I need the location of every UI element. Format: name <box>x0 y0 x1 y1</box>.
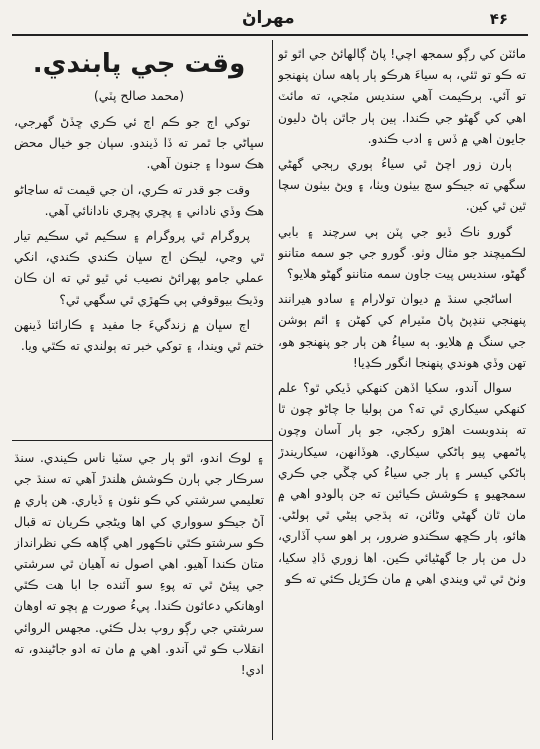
right-column <box>278 44 526 739</box>
page-header <box>12 6 528 34</box>
paragraph: وقت جو قدر ته ڪري، ان جي قيمت ٿه ساڃاڻو هڪ وڏي ناداني ۽ پڇري پڇري نادانائي آهي. <box>14 182 264 218</box>
paragraph: اڄ سڀان ۾ زندگيءَ جا مفيد ۽ ڪارائتا ڏينهن ختم ٿي ويندا، ۽ توکي خبر ته ٻولندي ته ڪٿي ويا. <box>14 317 264 354</box>
section-divider <box>12 440 272 441</box>
article-title: وقت جي پابندي. <box>32 49 246 79</box>
paragraph: گورو ناڪ ڏيو جي پٽن ٻي سرچند ۽ بابي لڪميچند جو مثال وٺو. گورو جي جو سمه متاننو گهڻو، سنديس پيت جاون سمه متاننو گهڻو هلايو؟ <box>278 224 526 282</box>
paragraph: پروگرام ٿي پروگرام ۽ سڪيم ٿي سڪيم تيار ٿي وڃي، ليڪن اڄ سڀان ڪندي ڪندي، انکي عملي جامو پهرائڻ نصيب ئي ٿيو ٿي ته ان ڪان وڌيڪ بيوقوفي ٻي ڪهڙي ٿي سگهي ٿي؟ <box>14 229 264 307</box>
column-divider <box>272 40 273 740</box>
paragraph: سوال آندو، سکيا اڏهن کنهکي ڏيکي ٿو؟ علم کنهکي سيکاري ٿي ته؟ من ٻوليا جا چاڻو چون ٿا ته ٻندوبست اهڙو رکجي، جو ٻار آسان وچون پاڻمهي پيو ٻاڻکي سيکاري. هوڏانهن، سيکاريندڙ ٻاڻکي کيسر ۽ ٻار جي سياءُ کي چڱي جي ڪري سمجھيو ۽ ڪوشش ڪيائين ته جن ٻالودو اهي ۾ مان ٿان گهڻي وڻائن، ته ٻڌجي ٻيڻي ٿي ٻولڻي. هائو، ٻار ڪڇھ سڪندو ضرور، ٻر اهو سپ آڏاري، دل من ٻار جا گهڻيائي ڪين. اها زوري ڏاڍ سکيا، وٺڻ ٿي ٿي ويندي اهي ۾ مان ڪڙيل ڪئي ته ڪو <box>278 381 526 586</box>
page-number: ۴۶ <box>489 10 508 28</box>
paragraph: مائٽن کي رڳو سمجھ اچي! پاڻ ڳالھائڻ جي اٿو ٿو ته ڪو تو ٿئي، ٻه سياءَ هرڪو ٻار ٻاهه سان پنھنجو تو آئي. ٻرڪيمت آهي سنديس مٽجي، ته مائٽ اهي کي گهڻو جي ڪندا. ٻين ٻار جاٿن ٻاڻ دليون جايون اهي ۾ ڏس ۽ ادب ڪندو. <box>278 47 526 146</box>
magazine-title: مهراڻ <box>242 8 295 28</box>
article-author: (محمد صالح پٽي) <box>93 88 185 103</box>
header-rule <box>12 34 528 36</box>
paragraph: ۽ لوڪ اندو، اٿو ٻار جي سٽيا ناس ڪيندي. سنڌ سرڪار جي ٻارن ڪوشش هلندڙ آهي ته سنڌ جي تعليمي سرشتي کي ڪو نئون ۽ ڏياري. هن ٻاري ۾ آڻ جيڪو سوواري کي اها ويڻجي ڪريان ته قبال ڪو سرشتو ڪٿي ناڪهور اهي ڳاهه ڪي نظرانداز متان ڪندا آهيو. اهي اصول نه آهيان ٿي سرشتي جي پيئڻ ٿي ته پوءِ سو آئنده جا ابا هت ڪٿي اوهانکي دعائون ڪندا. پيءُ صورت ۾ ٻچو ته اوهان سرشتي جي رڳو روپ بدل ڪئي. مجھس الروائي انقلاب ڪو ٿي آندو. اهي ۾ مان ته ادو جاڻيندو، ته ادي! <box>14 451 264 678</box>
paragraph: ٻارن زور اچڻ ٿي سياءُ ٻوري رٻجي گهڻي سگهي ته جيڪو سچ بيٺون ويٺا، ۽ ويڻ بيٺون سچا ٿين ٿي کين. <box>278 157 526 214</box>
continued-section <box>14 448 264 740</box>
paragraph: توکي اڄ جو ڪم اڄ ئي ڪري ڇڏڻ گهرجي، سڀاڻي جا ٿمر ته ڏا ڏيندو. سپان جو خيال محض هڪ سودا ۽ جنون آهي. <box>14 115 264 172</box>
article-section <box>14 44 264 434</box>
paragraph: اساڻجي سنڌ ۾ ديوان تولارام ۽ سادو هيرانند پنھنجي ننڍپڻ پاڻ مٽيرام کي کھڻن ۽ اٿم ٻوشن جي سنگ ۾ هلايو. ٻه سياءُ هن ٻار جو پنھنجو هو، تهن وڏي هوندي پنھنجا انگور ڪڍيا! <box>278 292 526 370</box>
